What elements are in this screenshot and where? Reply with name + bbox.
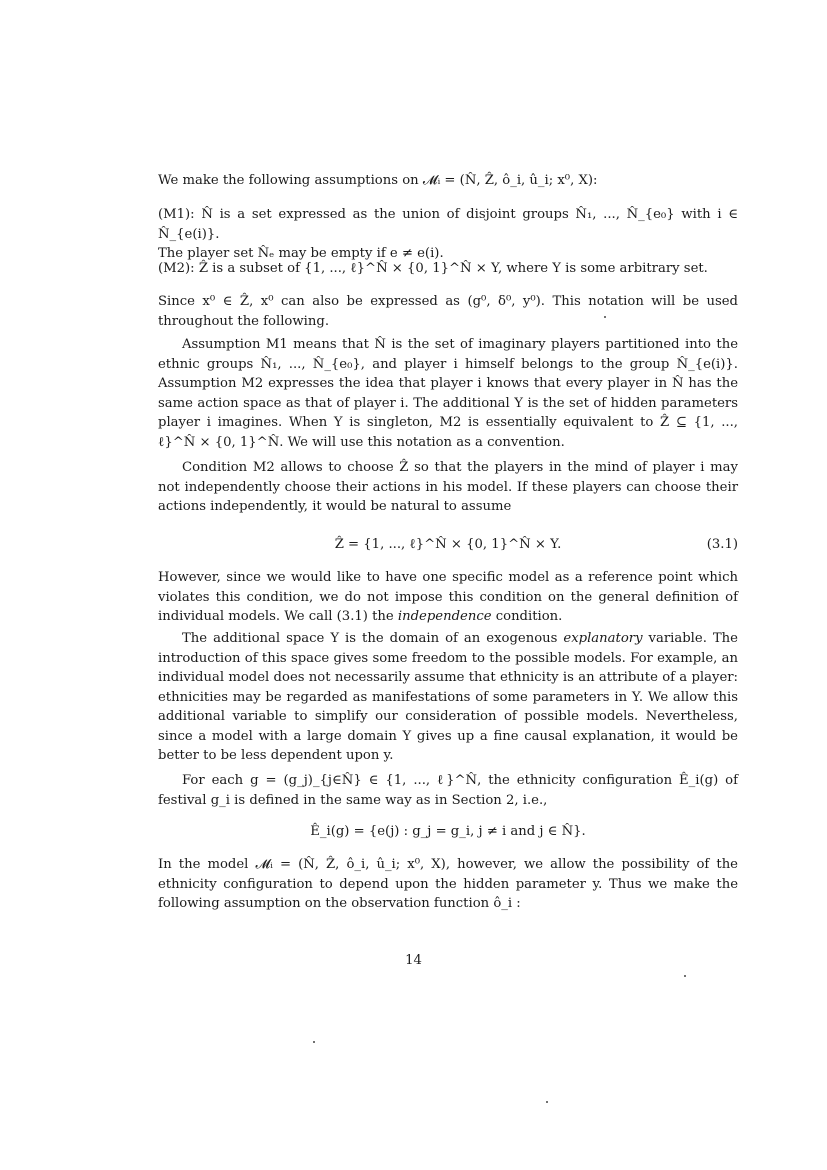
scan-speck (684, 975, 686, 977)
assumption-m2: (M2): Ẑ is a subset of {1, ..., ℓ}^N̂ × {0, 1}^N̂ × Y, where Y is some arbitrary set. (158, 261, 708, 276)
scan-speck (546, 1101, 548, 1103)
independence-term: independence (397, 609, 492, 624)
scan-speck (604, 316, 606, 318)
equation-3-1-body: Ẑ = {1, ..., ℓ}^N̂ × {0, 1}^N̂ × Y. (334, 537, 562, 552)
equation-3-1 (158, 535, 738, 555)
assumption-m1-explanation: Assumption M1 means that N̂ is the set of imaginary players partitioned into the ethnic groups N̂₁, ..., N̂_{e₀}, and player i himself belongs to the group N̂_{e(i)}. Assumption M2 expresses the idea that player i knows that every player in N̂ has the same action space as that of player i. The additional Y is the set of hidden parameters player i imagines. When Y is singleton, M2 is essentially equivalent to Ẑ ⊆ {1, ..., ℓ}^N̂ × {0, 1}^N̂. We will use this notation as a convention. (158, 337, 738, 450)
assumption-m1-line1: (M1): N̂ is a set expressed as the union of disjoint groups N̂₁, ..., N̂_{e₀} with i ∈ N̂_{e(i)}. (158, 207, 738, 242)
since-paragraph: Since x⁰ ∈ Ẑ, x⁰ can also be expressed as (g⁰, δ⁰, y⁰). This notation will be used throughout the following. (158, 294, 738, 329)
however-paragraph (158, 568, 738, 627)
in-the-model-paragraph: In the model 𝓜ᵢ = (N̂, Ẑ, ô_i, û_i; x⁰, X), however, we allow the possibility of the ethnicity configuration to depend upon the hidden parameter y. Thus we make the following assumption on the observation function ô_i : (158, 857, 738, 911)
page-number: 14 (405, 953, 422, 968)
assumption-m1-line2: The player set N̂ₑ may be empty if e ≠ e(i). (158, 246, 444, 261)
however-text-start: However, since we would like to have one specific model as a reference point which violates this condition, we do not impose this condition on the general definition of individual models. We call (3.1) the (158, 570, 738, 624)
additional-space-paragraph (158, 629, 738, 766)
intro-paragraph: We make the following assumptions on 𝓜ᵢ = (N̂, Ẑ, ô_i, û_i; x⁰, X): (158, 173, 598, 188)
equation-3-1-number: (3.1) (706, 537, 738, 552)
equation-ethnicity-configuration: Ê_i(g) = {e(j) : g_j = g_i, j ≠ i and j ∈ N̂}. (310, 824, 586, 839)
assumption-m1-block (158, 205, 738, 264)
condition-m2-paragraph: Condition M2 allows to choose Ẑ so that the players in the mind of player i may not independently choose their actions in his model. If these players can choose their actions independently, it would be natural to assume (158, 460, 738, 514)
explanatory-term: explanatory (563, 631, 643, 646)
scan-speck (313, 1041, 315, 1043)
for-each-paragraph: For each g = (g_j)_{j∈N̂} ∈ {1, ..., ℓ}^N̂, the ethnicity configuration Ê_i(g) of festival g_i is defined in the same way as in Section 2, i.e., (158, 773, 738, 808)
additional-text-start: The additional space Y is the domain of an exogenous (182, 631, 564, 646)
additional-text-end: variable. The introduction of this space gives some freedom to the possible models. For example, an individual model does not necessarily assume that ethnicity is an attribute of a player: ethnicities may be regarded as manifestations of some parameters in Y. We allow this additional variable to simplify our consideration of possible models. Nevertheless, since a model with a large domain Y gives up a fine causal explanation, it would be better to be less dependent upon y. (158, 631, 738, 763)
however-text-end: condition. (491, 609, 563, 624)
